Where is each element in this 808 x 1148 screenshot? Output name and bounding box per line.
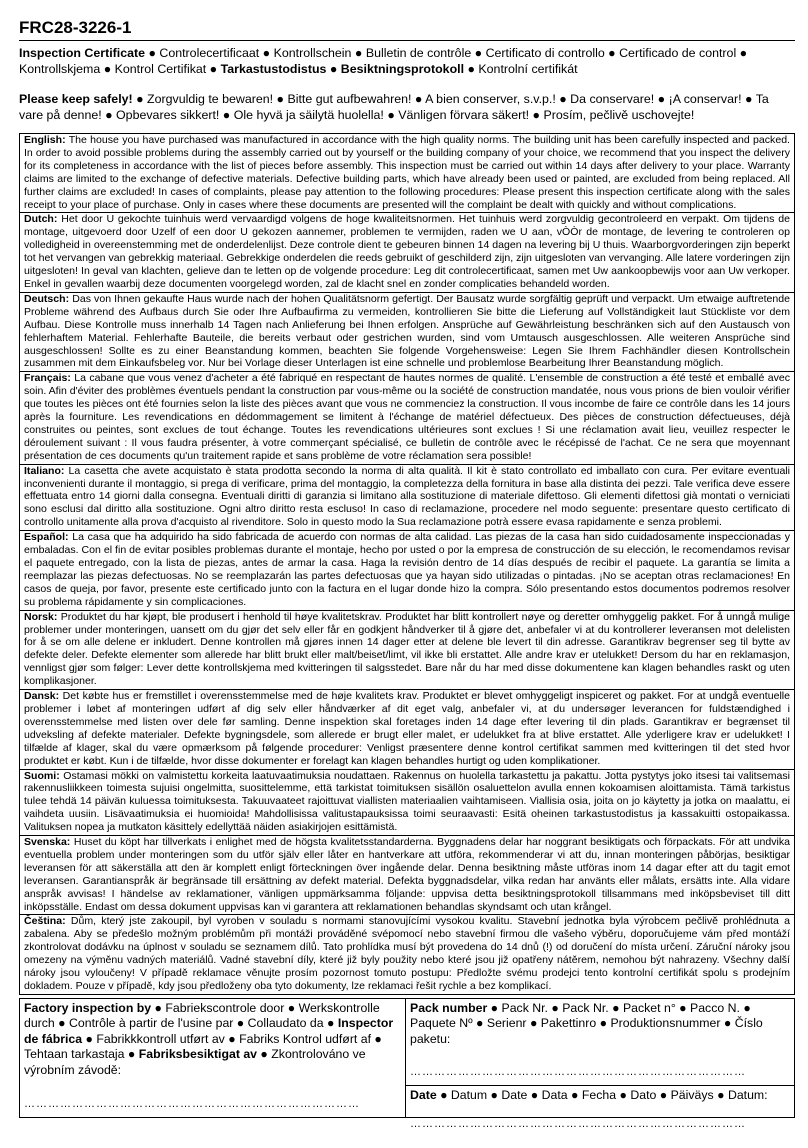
term-4: ¡A conservar! xyxy=(668,92,742,106)
lang-label: Suomi: xyxy=(24,769,60,782)
section-text: The house you have purchased was manufactured in accordance with the high quality norms. The building unit has been carefully inspected and packed. In order to avoid possible problems during the assembly carried out by yourself or the building company of your choice, we recommend that you inspect the delivery for its completeness in accordance with the list of pieces before assembly. This inspection must be carried out within 14 days after delivery to your place. Warranty claims are limited to the exchange of defective materials. Defective building parts, which have already been used or painted, are excluded from being replaced. All further claims are excluded! In cases of complaints, please pay attention to the following procedures: Please present this inspection certificate along with the sales receipt to your place of purchase. Only in cases where these documents are presented will the complaint be dealt with quickly and without complications. xyxy=(24,134,790,211)
pack-number-line[interactable]: ………………………………………………………………………… xyxy=(410,1066,746,1079)
spacer xyxy=(19,77,795,91)
divider xyxy=(406,1085,794,1086)
term-6: Kontrol Certifikat xyxy=(114,62,207,76)
term-6: Pakettinro xyxy=(540,1016,597,1031)
term-2: A bien conserver, s.v.p.! xyxy=(425,92,556,106)
term-9: Kontrolní certifikát xyxy=(478,62,578,76)
term-5: Päiväys xyxy=(670,1087,714,1102)
section-english xyxy=(20,134,794,213)
section-text: Huset du köpt har tillverkats i enlighet med de högsta kvalitetsstandarderna. Byggnadens delar har noggrant besiktigats och förpackats. För att undvika eventuella problem under monteringen som du utför själv eller låter en hantverkare att utföra, rekommenderar vi att du, innan monteringen påbörjas, besiktigar leveransen för att säkerställa att den är komplett enligt förteckningen över ingående delar. Denna besiktning måste utföras inom 14 dagar efter att du tagit emot leveransen. Garantianspråk är begränsade till ersättning av defekt material. Defekta byggnadsdelar, vilka redan har använts eller målats, ersätts inte. Alla vidare anspråk avvisas! I händelse av reklamationer, vänligen uppmärksamma följande: uppvisa detta besiktningsprotokoll tillsammans med inköpsbeviset till ditt inköpsställe. Endast om dessa dokument uppvisas kan vi garantera att reklamationen behandlas skyndsamt och utan krångel. xyxy=(24,836,791,913)
term-1: Kontrollschein xyxy=(273,46,352,60)
section-text: La casa que ha adquirido ha sido fabricada de acuerdo con normas de alta calidad. Las piezas de la casa han sido cuidadosamente inspeccionadas y embaladas. Con el fin de evitar posibles problemas durante el montaje, hecho por usted o por la empresa de construcción de su elección, le recomendamos revisar el paquete entregado, con la lista de piezas, antes de armar la casa. Haga la revisión dentro de 14 días después de recibir el paquete. La garantía se limita a reemplazar las piezas defectuosas. No se reemplazarán las partes defectuosas que ya hayan sido utilizadas o pintadas. ¡No se aceptan otras reclamaciones! En casos de queja, por favor, presente este certificado junto con la factura en el lugar donde hizo la compra. Sólo presentando estos documentos podremos resolver su problema rápidamente y sin complicaciones. xyxy=(24,531,790,608)
section-text: Produktet du har kjøpt, ble produsert i henhold til høye kvalitetskrav. Produktet har blitt kontrollert nøye og deretter omhyggelig pakket. For å unngå mulige problemer under monteringen, uansett om du gjør det selv eller får en godkjent håndverker til å gjøre det, anbefaler vi at du kontrollerer leveransen mot delelisten for å se om alle delene er inkludert. Denne kontrollen må gjøres innen 14 dager etter at delene ble levert til din adresse. Garantikrav begrenser seg til bytte av defekte deler. Defekte elementer som allerede har blitt brukt eller malt/beiset/limt, vil ikke bli erstattet. Alle andre krav er utelukket! Dersom du har en reklamasjon, vennligst gjør som følger: Lever dette kontrollskjema med kvitteringen til salgsstedet. Bare når du har med disse dokumentene kan klagen behandles raskt og uten komplikasjoner. xyxy=(24,610,790,688)
footer-fields xyxy=(19,998,795,1131)
term-4: Inspector de fábrica xyxy=(24,1016,394,1046)
lang-label: Français: xyxy=(24,372,71,385)
section-dansk xyxy=(20,690,794,769)
term-2: Bulletin de contrôle xyxy=(365,46,472,60)
term-0: Zorgvuldig te bewaren! xyxy=(147,92,274,106)
term-8: Číslo paketu: xyxy=(410,1016,763,1046)
section-deutsch xyxy=(20,293,794,372)
term-3: Collaudato da xyxy=(247,1016,324,1031)
section-text: Ostamasi mökki on valmistettu korkeita laatuvaatimuksia noudattaen. Rakennus on huolella tarkastettu ja pakattu. Jotta pystytys joko itsesi tai valitsemasi rakennusliikkeen toimesta sujuisi ongelmitta, suosittelemme, että tarkistat toimituksen sisällön osaluettelon avulla ennen kokoamisen aloittamista. Tämä tarkistus tulee tehdä 14 päivän kuluessa toimituksesta. Takuuvaateet rajoittuvat viallisten materiaalien vaihtamiseen. Viallisia osia, joita on jo käytetty ja jotka on maalattu, ei vaihdeta uusiin. Lisävaatimuksia ei huomioida! Mahdollisissa valitustapauksissa toimi seuraavasti: Esitä oheinen tarkastustodistus ja kassakuitti ostopaikassa. Valituksen nopea ja mutkaton käsittely edellyttää näiden asiakirjojen esittämistä. xyxy=(24,769,790,834)
term-5: Serienr xyxy=(486,1016,527,1031)
term-7: Tehtaan tarkastaja xyxy=(24,1047,125,1062)
term-6: Datum: xyxy=(727,1087,768,1102)
term-4: Paquete Nº xyxy=(410,1016,473,1031)
lang-label: Dansk: xyxy=(24,690,60,703)
term-8: Besiktningsprotokoll xyxy=(340,62,465,76)
term-9: Zkontrolováno ve výrobním závodě: xyxy=(24,1047,366,1077)
lead-text: Please keep safely! xyxy=(19,92,133,106)
term-2: Contrôle à partir de l'usine par xyxy=(69,1016,234,1031)
term-6: Opbevares sikkert! xyxy=(116,108,220,122)
lead-text: Factory inspection by xyxy=(24,1000,152,1015)
section-francais xyxy=(20,372,794,464)
section-text: Das von Ihnen gekaufte Haus wurde nach der hohen Qualitätsnorm gefertigt. Der Bausatz wurde sorgfältig geprüft und verpackt. Um etwaige auftretende Probleme während des Aufbaus durch Sie oder Ihre Aufbaufirma zu vermeiden, kontrollieren Sie bitte die Lieferung auf Vollständigkeit laut Stückliste vor dem Aufbau. Diese Kontrolle muss innerhalb 14 Tagen nach Anlieferung bei Ihnen erfolgen. Ansprüche auf Gewährleistung beschränken sich auf den Austausch von fehlerhaftem Material. Fehlerhafte Bauteile, die bereits verbaut oder gestrichen wurden, sind vom Umtausch ausgeschlossen. Alle weiteren Ansprüche sind ausgeschlossen! Sollte es zu einer Beanstandung kommen, beachten Sie folgende Vorgehensweise: Legen Sie Ihrem Fachhändler diesen Kontrollschein zusammen mit dem Einkaufsbeleg vor. Nur bei Vorlage dieser Unterlagen ist eine schnelle und problemlose Bearbeitung Ihrer Beanstandung möglich. xyxy=(24,292,790,370)
section-text: La cabane que vous venez d'acheter a été fabriqué en respectant de hautes normes de qualité. L'ensemble de construction a été testé et emballé avec soin. Afin d'éviter des problèmes éventuels pendant la construction par vous-même ou la société de construction mandatée, nous vous prions de bien vouloir vérifier que toutes les pièces ont été fournies selon la liste des pièces avant que vous ne commenciez la construction. Il vous incombe de faire ce contrôle dans les 14 jours après la fourniture. Les revendications en dédommagement se limitent à l'échange de matériel défectueux. Des pièces de construction défectueuses, déjà construites ou peintes, sont exclues de tout échange. Toutes les revendications ultérieures sont exclues ! Si une réclamation avait lieu, veuillez respecter le déroulement suivant : Il vous faudra présenter, à votre commerçant spécialisé, ce bulletin de contrôle avec le récépissé de l'achat. Ce ne sera que moyennant présentation de ces documents qu'un traitement rapide et sans problème de votre réclamation sera possible! xyxy=(24,372,790,462)
term-2: Data xyxy=(541,1087,568,1102)
term-8: Vänligen förvara säkert! xyxy=(398,108,530,122)
lang-label: English: xyxy=(24,134,66,146)
term-0: Datum xyxy=(450,1087,488,1102)
factory-signature-line[interactable]: ………………………………………………………………………… xyxy=(24,1098,360,1111)
section-espanol xyxy=(20,531,794,610)
lead-text: Pack number xyxy=(410,1000,488,1015)
term-5: Fabrikkkontroll utført av xyxy=(96,1031,225,1046)
factory-inspection-label: Factory inspection by ● Fabriekscontrole door ● Werkskontrolle durch ● Contrôle à partir de l'usine par ● Collaudato da ● Inspector de fábrica ● Fabrikkkontroll utført av ● Fabriks Kontrol udført af ● Tehtaan tarkastaja ● Fabriksbesiktigat av ● Zkontrolováno ve výrobním závodě: xyxy=(24,1000,394,1077)
term-1: Date xyxy=(501,1087,528,1102)
term-0: Controlecertificaat xyxy=(159,46,260,60)
term-6: Fabriks Kontrol udført af xyxy=(239,1031,372,1046)
term-1: Werkskontrolle durch xyxy=(24,1000,380,1031)
section-text: Het door U gekochte tuinhuis werd vervaardigd volgens de hoge kwaliteitsnormen. Het tuinhuis werd zorgvuldig gecontroleerd en verpakt. Om tijdens de montage, uitgevoerd door Uzelf of een door U gekozen aannemer, problemen te vermijden, raden we U aan, vÒÒr de montage, de levering te controleren op volledigheid in overeenstemming met de onderdelenlijst. Deze controle dient te gebeuren binnen 14 dagen na levering bij U thuis. Waarborgvorderingen zijn beperkt tot het vervangen van gebrekkig materiaal. Gebrekkige onderdelen die reeds gebruikt of geschilderd zijn, zijn uitgesloten van vervanging. Alle latere vorderingen zijn uitgesloten! In geval van klachten, gelieve dan te letten op de volgende procedure: Leg dit controlecertificaat, samen met Uw aankoopbewijs voor aan Uw verkoper. Enkel in gevallen waarbij deze documenten voorgelegd worden, zal de klacht snel en zonder complicaties behandeld worden. xyxy=(24,213,790,290)
language-sections xyxy=(19,133,795,995)
section-suomi xyxy=(20,770,794,837)
lang-label: Dutch: xyxy=(24,213,58,226)
section-svenska xyxy=(20,836,794,915)
term-9: Prosím, pečlivě uschovejte! xyxy=(543,108,695,122)
section-cestina xyxy=(20,915,794,993)
term-3: Fecha xyxy=(581,1087,617,1102)
term-3: Pacco N. xyxy=(690,1000,740,1015)
document-code: FRC28-3226-1 xyxy=(19,18,795,41)
term-4: Certificado de control xyxy=(619,46,737,60)
section-text: Dům, který jste zakoupil, byl vyroben v souladu s normami stanovujícími vysokou kvalitu. Stavební jednotka byla výrobcem pečlivě prohlédnuta a zabalena. Aby se předešlo možným problémům při montáži prováděné svépomocí nebo stavební firmou dle vašeho výběru, doporučujeme vám před montáží zkontrolovat dodávku na úplnost v souladu se seznamem dílů. Tato prohlídka musí být provedena do 14 dnů (!) od doručení do místa určení. Záruční nároky jsou omezeny na výměnu vadných materiálů. Vadné stavební díly, které již byly použity nebo které jsou již opatřeny nátěrem, nemohou být nahrazeny. Všechny další nároky jsou vyloučeny! V případě reklamace věnujte prosím pozornost tomuto postupu: Předložte svému prodejci tento kontrolní certifikát spolu s prodejním dokladem. Pouze v případě, kdy jsou předloženy oba tyto dokumenty, lze reklamaci řešit rychle a bez komplikací. xyxy=(24,915,791,992)
term-7: Tarkastustodistus xyxy=(220,62,327,76)
date-line[interactable]: ………………………………………………………………………… xyxy=(410,1118,746,1131)
term-7: Produktionsnummer xyxy=(610,1016,721,1031)
term-3: Da conservare! xyxy=(570,92,655,106)
term-5: Ta vare på denne! xyxy=(19,92,769,122)
term-0: Fabriekscontrole door xyxy=(165,1000,285,1015)
keep-safe-line: Please keep safely! ● Zorgvuldig te bewaren! ● Bitte gut aufbewahren! ● A bien conserver, s.v.p.! ● Da conservare! ● ¡A conservar! ● Ta vare på denne! ● Opbevares sikkert! ● Ole hyvä ja säilytä huolella! ● Vänligen förvara säkert! ● Prosím, pečlivě uschovejte! xyxy=(19,92,769,122)
lang-label: Norsk: xyxy=(24,610,58,623)
term-7: Ole hyvä ja säilytä huolella! xyxy=(233,108,384,122)
lang-label: Čeština: xyxy=(24,915,66,928)
term-0: Pack Nr. xyxy=(501,1000,548,1015)
lang-label: Italiano: xyxy=(24,464,65,477)
section-text: Det købte hus er fremstillet i overensstemmelse med de høje kvalitets krav. Produktet er blevet omhyggeligt inspiceret og pakket. For at undgå eventuelle problemer i løbet af monteringen udført af dig selv eller håndværker af dit eget valg, anbefaler vi, at du undersøger leverancen for fuldstændighed i overensstemmelse med listen over dele før samling. Denne inspektion skal foretages inden 14 dage efter levering til din plads. Garantikrav er begrænset til udveksling af defekte materialer. Defekte bygningsdele, som allerede er brugt eller malet, er udelukket fra at blive erstattet. Alle yderligere krav er udelukket! I tilfælde af klager, skal du være opmærksom på følgende procedurer: Venligst præsentere denne kontrol certifikat sammen med kvitteringen til det sted hvor produktet er købt. Kun i de tilfælde, hvor disse dokumenter er forelagt kan klagen behandles hurtigt og uden komplikationer. xyxy=(24,690,790,767)
lang-label: Deutsch: xyxy=(24,292,70,305)
term-8: Fabriksbesiktigat av xyxy=(138,1047,258,1062)
term-5: Kontrollskjema xyxy=(19,62,101,76)
pack-date-fields xyxy=(406,999,794,1131)
lead-text: Inspection Certificate xyxy=(19,46,145,60)
date-label: Date ● Datum ● Date ● Data ● Fecha ● Dato ● Päiväys ● Datum: xyxy=(410,1087,768,1102)
factory-inspection-field[interactable] xyxy=(20,999,406,1117)
term-1: Pack Nr. xyxy=(562,1000,609,1015)
term-1: Bitte gut aufbewahren! xyxy=(287,92,412,106)
lang-label: Español: xyxy=(24,531,69,544)
certificate-title-line: Inspection Certificate ● Controlecertificaat ● Kontrollschein ● Bulletin de contrôle ● Certificato di controllo ● Certificado de control ● Kontrollskjema ● Kontrol Certifikat ● Tarkastustodistus ● Besiktningsprotokoll ● Kontrolní certifikát xyxy=(19,46,748,76)
document-page xyxy=(19,0,795,1131)
section-dutch xyxy=(20,213,794,292)
lang-label: Svenska: xyxy=(24,836,71,849)
term-4: Dato xyxy=(630,1087,657,1102)
term-3: Certificato di controllo xyxy=(485,46,605,60)
term-2: Packet n° xyxy=(622,1000,676,1015)
section-norsk xyxy=(20,611,794,690)
lead-text: Date xyxy=(410,1087,437,1102)
section-text: La casetta che avete acquistato è stata prodotta secondo la norma di alta qualità. Il kit è stato controllato ed imballato con cura. Per evitare eventuali inconvenienti durante il montaggio, si prega di verificare, prima del montaggio, la completezza della fornitura in base alla distinta dei pezzi. Tale verifica deve essere effettuata entro 14 giorni dalla consegna. Eventuali diritti di garanzia si limitano alla sostituzione di materiale difettoso. Gli elementi difettosi già montati o verniciati sono esclusi dal diritto alla sostituzione. Ogni altro diritto resta escluso! In caso di reclamazione, procedere nel modo seguente: presentare questo certificato di controllo unitamente alla prova d'acquisto al rivenditore. Solo in questo modo la Sua reclamazione potrà essere evasa rapidamente e senza problemi. xyxy=(24,464,790,529)
pack-number-label: Pack number ● Pack Nr. ● Pack Nr. ● Packet n° ● Pacco N. ● Paquete Nº ● Serienr ● Pakettinro ● Produktionsnummer ● Číslo paketu: xyxy=(410,1000,763,1046)
section-italiano xyxy=(20,465,794,532)
